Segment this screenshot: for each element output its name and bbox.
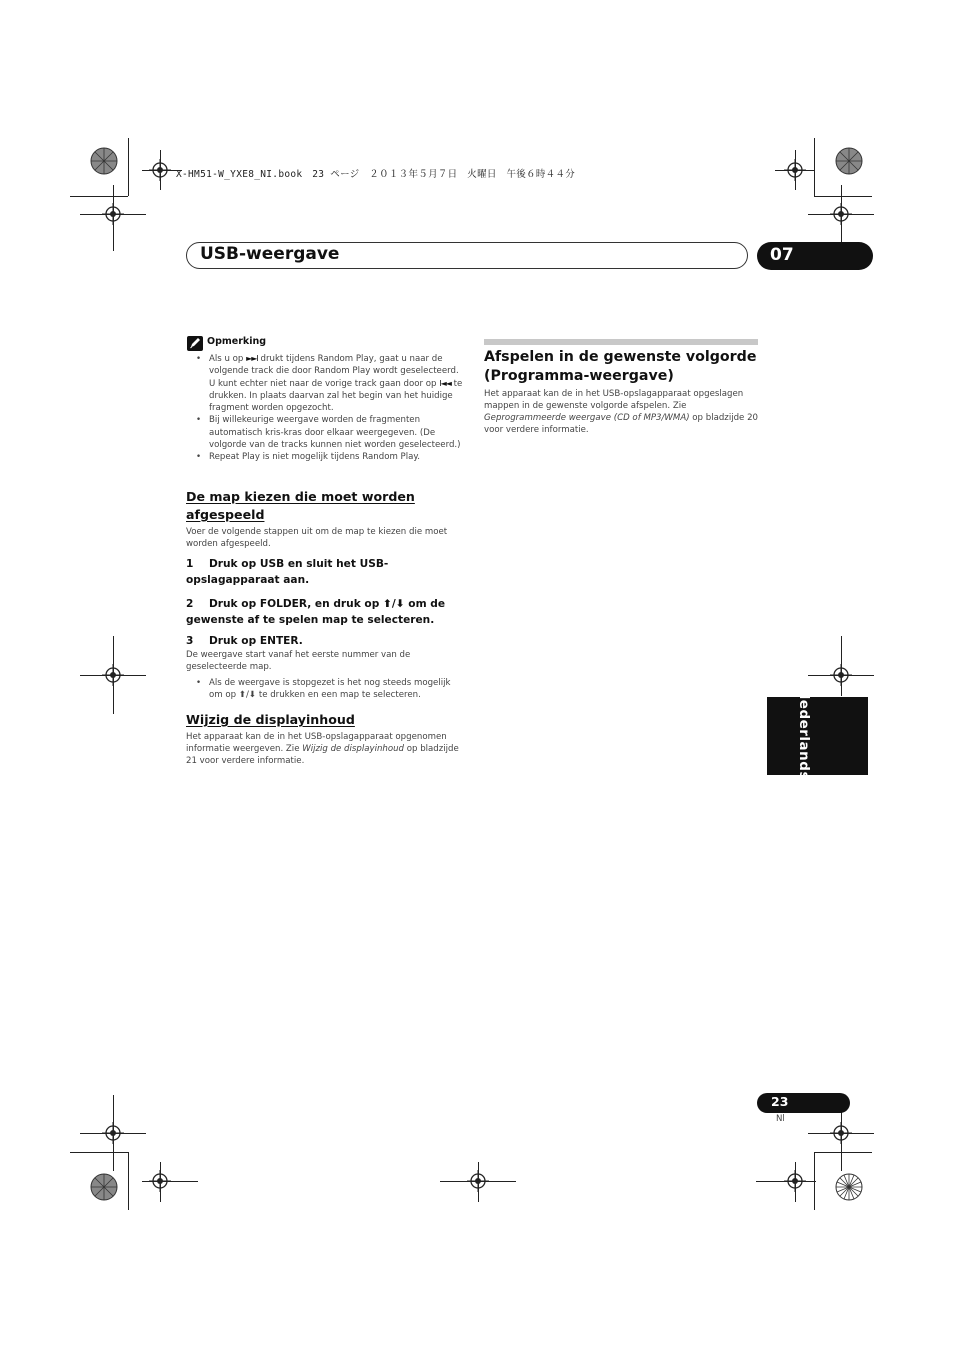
registration-target-icon [467,1170,489,1192]
registration-target-icon [102,664,124,686]
language-tab [767,697,868,775]
starburst-target-icon [90,147,118,175]
registration-target-icon [149,1170,171,1192]
section-rule [484,339,758,345]
section-body-program: Het apparaat kan de in het USB-opslagapparaat opgeslagen mappen in de gewenste volgorde afspelen. Zie Geprogrammeerde weergave (CD of MP3/WMA) op bladzijde 20 voor verdere informatie. [484,389,758,435]
cross-reference-link[interactable]: Geprogrammeerde weergave (CD of MP3/WMA) [484,413,690,423]
chapter-number: 07 [770,245,794,265]
next-track-icon: ►►I [246,354,258,363]
print-meta-line: X-HM51-W_YXE8_NI.book 23 ページ ２０１３年５月７日 火曜日 午後６時４４分 [176,169,576,180]
step-2: 2 Druk op FOLDER, en druk op ⬆/⬇ om de gewenste af te spelen map te selecteren. [186,598,446,626]
note-list [187,353,465,464]
section-heading-display: Wijzig de displayinhoud [186,712,355,727]
step-1: 1 Druk op USB en sluit het USB-opslagapparaat aan. [186,558,389,586]
registration-target-icon [102,203,124,225]
list-item: • Bij willekeurige weergave worden de fragmenten automatisch kris-kras door elkaar weergegeven. (De volgorde van de tracks kunnen niet worden geselecteerd.) [187,414,465,451]
up-down-arrows-icon: ⬆/⬇ [238,690,257,701]
starburst-target-icon [835,1173,863,1201]
starburst-target-icon [835,147,863,175]
section-intro-folder: Voer de volgende stappen uit om de map te kiezen die moet worden afgespeeld. [186,527,448,549]
section-heading-program: Afspelen in de gewenste volgorde (Programma-weergave) [484,349,757,384]
registration-target-icon [149,159,171,181]
registration-target-icon [102,1122,124,1144]
list-item: • Als de weergave is stopgezet is het nog steeds mogelijk om op ⬆/⬇ te drukken en een map te selecteren. [187,677,465,702]
list-item: • Als u op ►►I drukt tijdens Random Play, gaat u naar de volgende track die door Random Play wordt geselecteerd. U kunt echter niet naar de vorige track gaan door op I◄◄ te drukken. In plaats daarvan zal het begin van het huidige fragment worden opgezocht. [187,353,465,414]
language-tab-label: Nederlands [796,688,812,780]
step-3-description: De weergave start vanaf het eerste nummer van de geselecteerde map. [186,650,411,672]
list-item: • Repeat Play is niet mogelijk tijdens Random Play. [187,451,465,463]
section-heading-folder: De map kiezen die moet worden afgespeeld [186,489,415,522]
registration-target-icon [830,1122,852,1144]
step-3-list [187,677,465,702]
section-body-display: Het apparaat kan de in het USB-opslagapparaat opgenomen informatie weergeven. Zie Wijzig de displayinhoud op bladzijde 21 voor verdere informatie. [186,732,459,766]
registration-target-icon [784,159,806,181]
registration-target-icon [830,203,852,225]
page-number: 23 [771,1094,789,1109]
page-language-code: Nl [776,1114,785,1124]
step-3: 3 Druk op ENTER. [186,635,303,647]
note-pencil-icon [187,336,203,351]
note-title: Opmerking [207,336,267,347]
cross-reference-link[interactable]: Wijzig de displayinhoud [302,744,405,754]
up-down-arrows-icon: ⬆/⬇ [382,598,405,610]
starburst-target-icon [90,1173,118,1201]
chapter-title: USB-weergave [200,244,340,264]
previous-track-icon: I◄◄ [439,378,451,388]
registration-target-icon [830,664,852,686]
registration-target-icon [784,1170,806,1192]
